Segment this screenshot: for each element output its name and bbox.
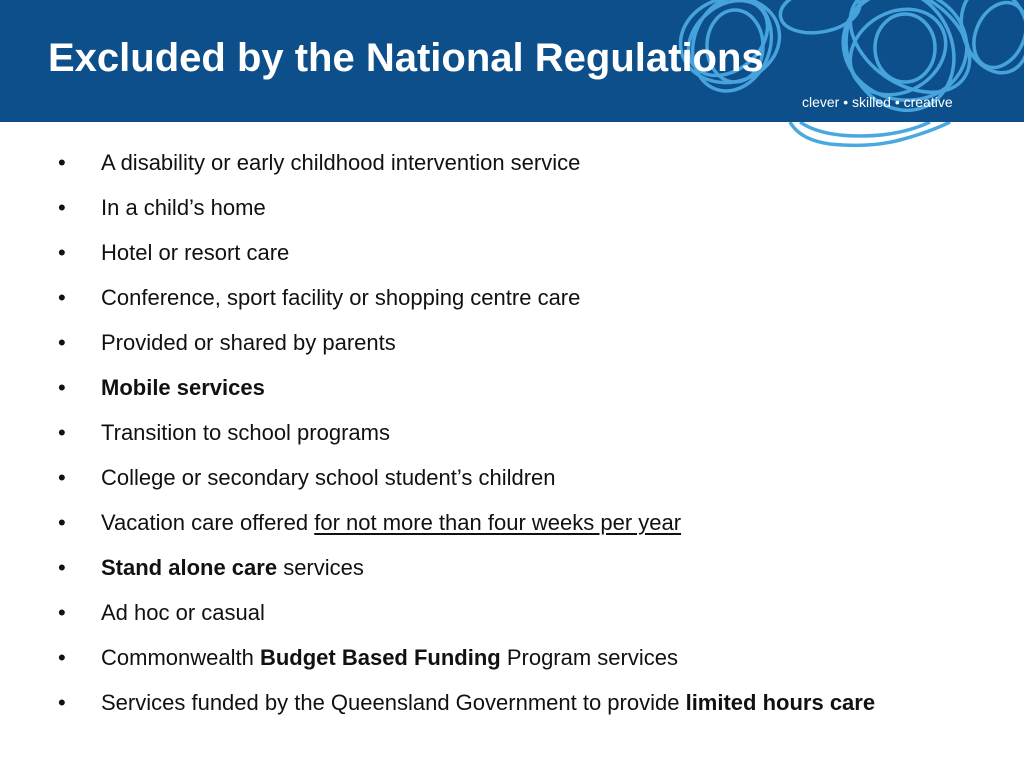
bullet-segment: Conference, sport facility or shopping centre care	[101, 285, 581, 310]
bullet-icon: •	[58, 690, 66, 715]
bullet-segment: for not more than four weeks per year	[314, 510, 682, 535]
bullet-segment: Provided or shared by parents	[101, 330, 396, 355]
bullet-icon: •	[58, 240, 66, 265]
bullet-segment: Vacation care offered	[101, 510, 315, 535]
bullet-segment: Mobile services	[101, 375, 265, 400]
bullet-text	[101, 635, 678, 680]
bullet-segment: Commonwealth	[101, 645, 260, 670]
bullet-text	[101, 185, 266, 230]
bullet-icon: •	[58, 195, 66, 220]
bullet-segment: A disability or early childhood intervention service	[101, 150, 581, 175]
bullet-text	[101, 455, 556, 500]
bullet-text	[101, 365, 265, 410]
bullet-icon: •	[58, 465, 66, 490]
bullet-segment: limited hours care	[685, 690, 876, 715]
bullet-segment: Budget Based Funding	[259, 645, 501, 670]
bullet-text	[101, 320, 396, 365]
slide-title: Excluded by the National Regulations	[48, 36, 764, 80]
bullet-segment: Program services	[500, 645, 678, 670]
bullet-segment: College or secondary school student’s children	[101, 465, 556, 490]
tagline: clever • skilled • creative	[802, 94, 953, 110]
bullet-segment: Transition to school programs	[101, 420, 390, 445]
bullet-icon: •	[58, 510, 66, 535]
bullet-segment: Stand alone care	[101, 555, 278, 580]
bullet-text	[101, 140, 580, 185]
bullet-icon: •	[58, 420, 66, 445]
bullet-segment: services	[277, 555, 364, 580]
bullet-text	[101, 275, 580, 320]
bullet-icon: •	[58, 375, 66, 400]
bullet-segment: Ad hoc or casual	[101, 600, 265, 625]
bullet-text	[101, 230, 289, 275]
bullet-segment: Hotel or resort care	[101, 240, 290, 265]
bullet-icon: •	[58, 150, 66, 175]
bullet-icon: •	[58, 555, 66, 580]
bullet-icon: •	[58, 600, 66, 625]
bullet-segment: In a child’s home	[101, 195, 266, 220]
slide-header	[0, 0, 1024, 122]
bullet-text	[101, 500, 681, 545]
bullet-text	[101, 545, 364, 590]
bullet-text	[101, 590, 265, 635]
bullet-segment: Services funded by the Queensland Government to provide	[101, 690, 686, 715]
bullet-icon: •	[58, 285, 66, 310]
bullet-icon: •	[58, 645, 66, 670]
bullet-icon: •	[58, 330, 66, 355]
bullet-text	[101, 410, 390, 455]
bullet-text	[101, 680, 875, 725]
